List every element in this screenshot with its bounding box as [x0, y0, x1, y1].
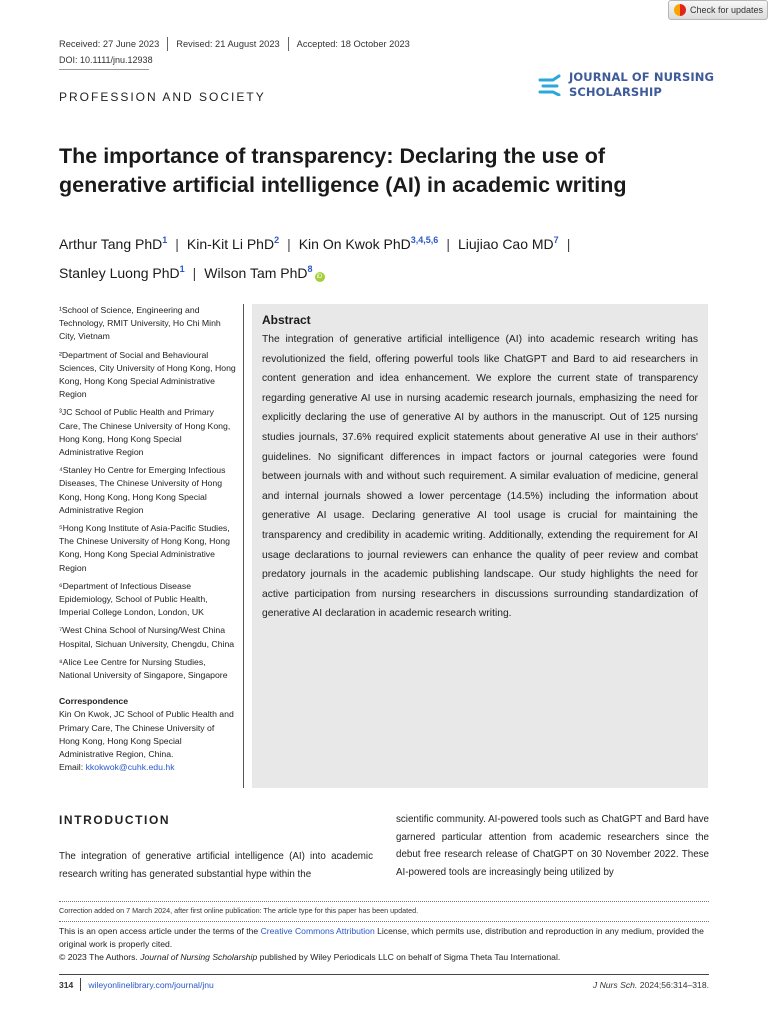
correspondence-email-line: Email: kkokwok@cuhk.edu.hk — [59, 762, 175, 773]
orcid-icon[interactable]: iD — [315, 272, 325, 282]
author-name[interactable]: Wilson Tam PhD$^8$ — [204, 264, 313, 281]
affiliation: ⁶Department of Infectious Disease Epidemiology, School of Public Health, Imperial College London, London, UK — [59, 580, 208, 618]
page-number: 314 — [59, 979, 74, 990]
affiliation: ⁷West China School of Nursing/West China Hospital, Sichuan University, Chengdu, China — [59, 625, 235, 649]
license-text: This is an open access article under the terms of the Creative Commons Attribution License, which permits use, distribution and reproduction in any medium, provided the original work is properly cited. — [59, 926, 704, 949]
affiliation: ²Department of Social and Behavioural Sciences, City University of Hong Kong, Hong Kong, Hong Kong Special Administrative Region — [59, 349, 236, 400]
citation: J Nurs Sch. 2024;56:314–318. — [592, 979, 709, 990]
article-title: The importance of transparency: Declaring the use of generative artificial intelligence (AI) in academic writing — [59, 144, 627, 197]
copyright-text: © 2023 The Authors. Journal of Nursing Scholarship published by Wiley Periodicals LLC on behalf of Sigma Theta Tau International. — [59, 952, 561, 962]
check-for-updates-button[interactable] — [668, 0, 768, 20]
author-name[interactable]: Arthur Tang PhD$^1$ — [59, 235, 168, 252]
introduction-text-left: The integration of generative artificial intelligence (AI) into academic research writing has generated substantial hype within the — [59, 851, 373, 880]
section-label: PROFESSION AND SOCIETY — [59, 90, 266, 104]
introduction-heading: INTRODUCTION — [59, 813, 171, 827]
affiliation-sup[interactable]: 1 — [162, 235, 168, 245]
affiliation-sup[interactable]: 8 — [307, 264, 313, 274]
affiliation: ⁴Stanley Ho Centre for Emerging Infectious Diseases, The Chinese University of Hong Kong, Hong Kong, Hong Kong Special Administrative Region — [59, 465, 226, 515]
abstract-box — [252, 304, 708, 788]
footnote-divider — [59, 921, 709, 922]
affiliation: ⁵Hong Kong Institute of Asia-Pacific Studies, The Chinese University of Hong Kong, Hong Kong, Hong Kong Special Administrative Region — [59, 523, 230, 573]
author-name[interactable]: Stanley Luong PhD$^1$ — [59, 264, 185, 281]
affiliation-sup[interactable]: 3,4,5,6 — [410, 235, 439, 245]
journal-logo-icon — [538, 74, 562, 96]
affiliation-sup[interactable]: 2 — [274, 235, 280, 245]
journal-name-line2: SCHOLARSHIP — [569, 85, 662, 99]
affiliations-column — [59, 304, 237, 775]
article-dates — [59, 37, 410, 51]
revised-date: Revised: 21 August 2023 — [176, 39, 280, 49]
author-name[interactable]: Liujiao Cao $MD^7$ — [457, 235, 559, 252]
affiliation-sup[interactable]: 7 — [553, 235, 559, 245]
accepted-date: Accepted: 18 October 2023 — [296, 39, 410, 49]
journal-url-link[interactable]: wileyonlinelibrary.com/journal/jnu — [88, 979, 214, 990]
correction-note: Correction added on 7 March 2024, after first online publication: The article type for this paper has been updated. — [59, 906, 419, 915]
abstract-text: The integration of generative artificial intelligence (AI) into academic research writing has revolutionized the field, offering powerful tools like ChatGPT and Bard to aid researchers in content generation and idea enhancement. We explore the current state of transparency regarding generative AI use in nursing academic research journals, emphasizing the need for explicitly declaring the use of generative AI by authors in the manuscript. Out of 125 nursing studies journals, 37.6% required explicit statements about generative AI use in their authors' guidelines. No significant differences in impact factors or journal categories were found between journals with and without such requirement. A similar evaluation of medicine, general and internal journals showed a lower percentage (14.5%) including the information about generative AI usage. Declaring generative AI tool usage is crucial for maintaining the transparency and credibility in academic writing. Additionally, extending the requirement for AI usage declarations to journal reviewers can enhance the quality of peer review and combat predatory journals in the academic publishing landscape. Our study highlights the need for active participation from nursing researchers in discussions surrounding standardization of generative AI declaration in academic research writing. — [262, 334, 698, 620]
author-name[interactable]: Kin-Kit Li PhD$^2$ — [186, 235, 280, 252]
journal-logo — [538, 70, 714, 100]
footer-divider — [80, 978, 81, 991]
license-footnote — [59, 925, 711, 964]
creative-commons-link[interactable]: Creative Commons Attribution — [260, 926, 375, 936]
date-divider — [288, 37, 289, 51]
check-for-updates-label: Check for updates — [690, 5, 764, 15]
date-divider — [167, 37, 168, 51]
author-list: Arthur Tang PhD$^1$ | Kin-Kit Li PhD$^2$ | Kin On Kwok PhD$^{3,4,5,6}$ | Liujiao Cao $MD^7$ | Stanley Luong PhD$^1$ | Wilson Tam PhD$^8$iD — [59, 235, 571, 281]
abstract-heading: Abstract — [262, 313, 311, 327]
introduction-text-right: scientific community. AI-powered tools such as ChatGPT and Bard have garnered particular attention from academic researchers since the debut free research release of ChatGPT on 30 November 2022. These AI-powered tools are increasingly being utilized by — [396, 814, 709, 878]
affiliation: ⁸Alice Lee Centre for Nursing Studies, National University of Singapore, Singapore — [59, 656, 228, 681]
doi-divider — [59, 69, 149, 70]
email-link[interactable]: kkokwok@cuhk.edu.hk — [85, 762, 175, 773]
crossmark-icon — [674, 4, 686, 16]
received-date: Received: 27 June 2023 — [59, 39, 160, 49]
author-name[interactable]: Kin On Kwok PhD$^{3,4,5,6}$ — [298, 235, 439, 252]
affiliation: ³JC School of Public Health and Primary Care, The Chinese University of Hong Kong, Hong Kong, Hong Kong Special Administrative Region — [59, 407, 231, 458]
correspondence-heading: Correspondence — [59, 696, 129, 707]
journal-name-line1: JOURNAL OF NURSING — [569, 70, 714, 84]
affiliation: ¹School of Science, Engineering and Technology, RMIT University, Ho Chi Minh City, Vietnam — [59, 305, 221, 342]
correspondence-text: Kin On Kwok, JC School of Public Health and Primary Care, The Chinese University of Hong Kong, Hong Kong Special Administrative Region, China. — [59, 709, 234, 760]
affiliation-sup[interactable]: 1 — [179, 264, 185, 274]
column-divider — [243, 304, 244, 788]
footnote-divider — [59, 901, 709, 902]
doi[interactable]: DOI: 10.1111/jnu.12938 — [59, 55, 153, 65]
page-footer — [59, 974, 709, 994]
